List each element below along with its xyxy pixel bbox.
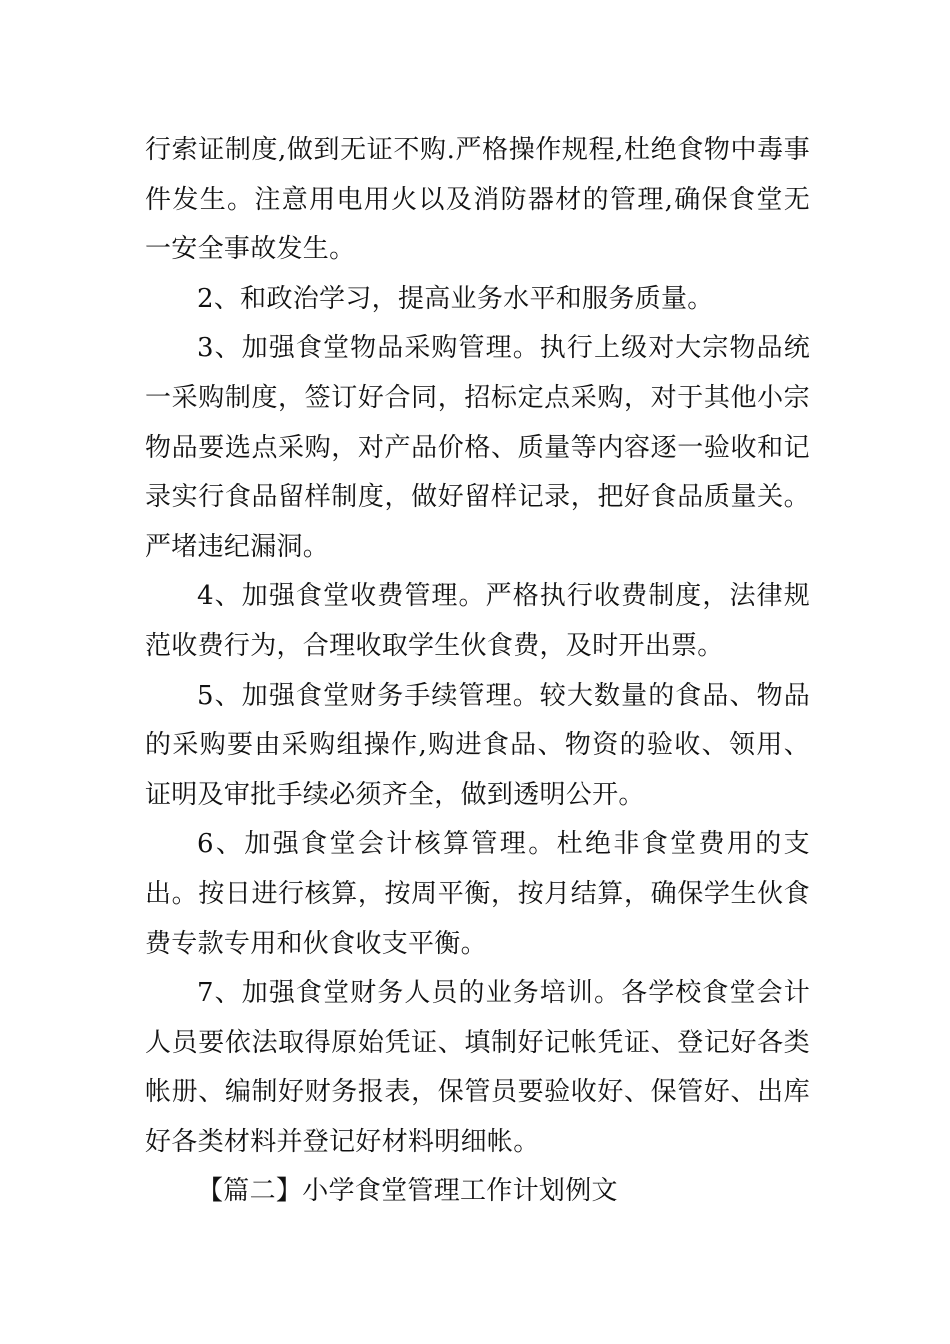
paragraph-item-4: 4、加强食堂收费管理。严格执行收费制度，法律规范收费行为，合理收取学生伙食费，及时开出票。 xyxy=(145,581,810,661)
document-body xyxy=(145,126,810,1217)
paragraph-continuation: 行索证制度,做到无证不购.严格操作规程,杜绝食物中毒事件发生。注意用电用火以及消防器材的管理,确保食堂无一安全事故发生。 xyxy=(145,135,810,265)
paragraph-item-6: 6、加强食堂会计核算管理。杜绝非食堂费用的支出。按日进行核算，按周平衡，按月结算，确保学生伙食费专款专用和伙食收支平衡。 xyxy=(145,829,810,959)
paragraph-item-2: 2、和政治学习，提高业务水平和服务质量。 xyxy=(197,283,714,314)
section-heading: 【篇二】小学食堂管理工作计划例文 xyxy=(197,1176,618,1207)
paragraph-item-3: 3、加强食堂物品采购管理。执行上级对大宗物品统一采购制度，签订好合同，招标定点采购，对于其他小宗物品要选点采购，对产品价格、质量等内容逐一验收和记录实行食品留样制度，做好留样记录，把好食品质量关。严堵违纪漏洞。 xyxy=(145,333,810,562)
paragraph-item-7: 7、加强食堂财务人员的业务培训。各学校食堂会计人员要依法取得原始凭证、填制好记帐凭证、登记好各类帐册、编制好财务报表，保管员要验收好、保管好、出库好各类材料并登记好材料明细帐。 xyxy=(145,978,810,1157)
paragraph-item-5: 5、加强食堂财务手续管理。较大数量的食品、物品的采购要由采购组操作,购进食品、物资的验收、领用、证明及审批手续必须齐全，做到透明公开。 xyxy=(145,680,810,810)
